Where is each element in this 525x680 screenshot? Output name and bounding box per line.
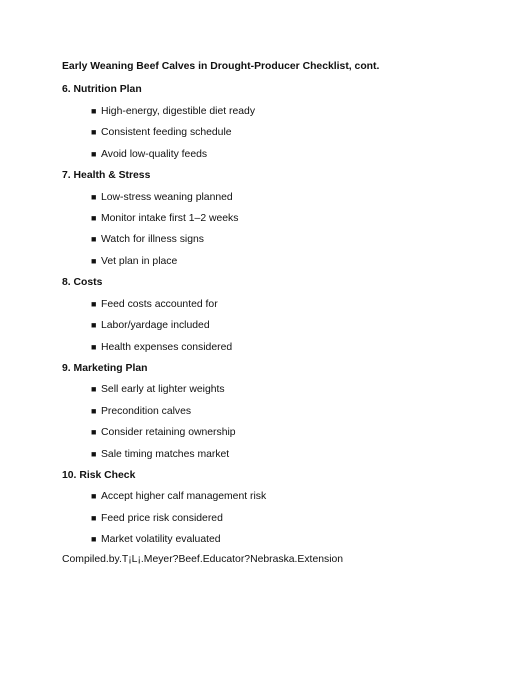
checklist-item-text: Accept higher calf management risk (101, 491, 267, 502)
checklist-item (91, 234, 204, 245)
bullet-square-icon: ■ (91, 234, 97, 244)
page-title: Early Weaning Beef Calves in Drought-Producer Checklist, cont. (62, 61, 380, 72)
checklist-item (91, 299, 218, 310)
bullet-square-icon: ■ (91, 299, 97, 309)
checklist-item (91, 427, 236, 438)
bullet-square-icon: ■ (91, 534, 97, 544)
bullet-square-icon: ■ (91, 342, 97, 352)
bullet-square-icon: ■ (91, 449, 97, 459)
checklist-item-text: Health expenses considered (101, 342, 233, 353)
bullet-square-icon: ■ (91, 427, 97, 437)
checklist-item-text: Sell early at lighter weights (101, 384, 225, 395)
section-heading-risk-check: 10. Risk Check (62, 470, 136, 481)
bullet-square-icon: ■ (91, 149, 97, 159)
section-heading-nutrition-plan: 6. Nutrition Plan (62, 84, 142, 95)
bullet-square-icon: ■ (91, 513, 97, 523)
checklist-item (91, 149, 207, 160)
checklist-item (91, 406, 191, 417)
compiled-by-credit: Compiled.by.T¡L¡.Meyer?Beef.Educator?Nebraska.Extension (62, 554, 344, 565)
checklist-item (91, 534, 221, 545)
checklist-item-text: Consider retaining ownership (101, 427, 236, 438)
checklist-item-text: Sale timing matches market (101, 449, 230, 460)
checklist-item-text: Feed costs accounted for (101, 299, 218, 310)
bullet-square-icon: ■ (91, 406, 97, 416)
checklist-item (91, 384, 225, 395)
checklist-item (91, 256, 177, 267)
checklist-item-text: Feed price risk considered (101, 513, 223, 524)
checklist-item (91, 342, 232, 353)
checklist-item (91, 320, 210, 331)
section-heading-health-stress: 7. Health & Stress (62, 170, 151, 181)
section-heading-costs: 8. Costs (62, 277, 103, 288)
checklist-item (91, 106, 255, 117)
checklist-item-text: Low-stress weaning planned (101, 192, 233, 203)
bullet-square-icon: ■ (91, 491, 97, 501)
section-heading-marketing-plan: 9. Marketing Plan (62, 363, 148, 374)
checklist-item (91, 449, 229, 460)
checklist-item-text: Consistent feeding schedule (101, 127, 232, 138)
checklist-item (91, 513, 223, 524)
checklist-item (91, 192, 233, 203)
bullet-square-icon: ■ (91, 127, 97, 137)
checklist-item-text: Vet plan in place (101, 256, 178, 267)
bullet-square-icon: ■ (91, 384, 97, 394)
checklist-item-text: Watch for illness signs (101, 234, 204, 245)
bullet-square-icon: ■ (91, 106, 97, 116)
checklist-item-text: Monitor intake first 1–2 weeks (101, 213, 239, 224)
checklist-item-text: Precondition calves (101, 406, 192, 417)
checklist-item (91, 213, 238, 224)
bullet-square-icon: ■ (91, 213, 97, 223)
checklist-item-text: High-energy, digestible diet ready (101, 106, 256, 117)
checklist-item-text: Labor/yardage included (101, 320, 210, 331)
checklist-item-text: Market volatility evaluated (101, 534, 221, 545)
bullet-square-icon: ■ (91, 320, 97, 330)
checklist-item (91, 127, 232, 138)
checklist-item-text: Avoid low-quality feeds (101, 149, 208, 160)
checklist-item (91, 491, 266, 502)
bullet-square-icon: ■ (91, 192, 97, 202)
bullet-square-icon: ■ (91, 256, 97, 266)
